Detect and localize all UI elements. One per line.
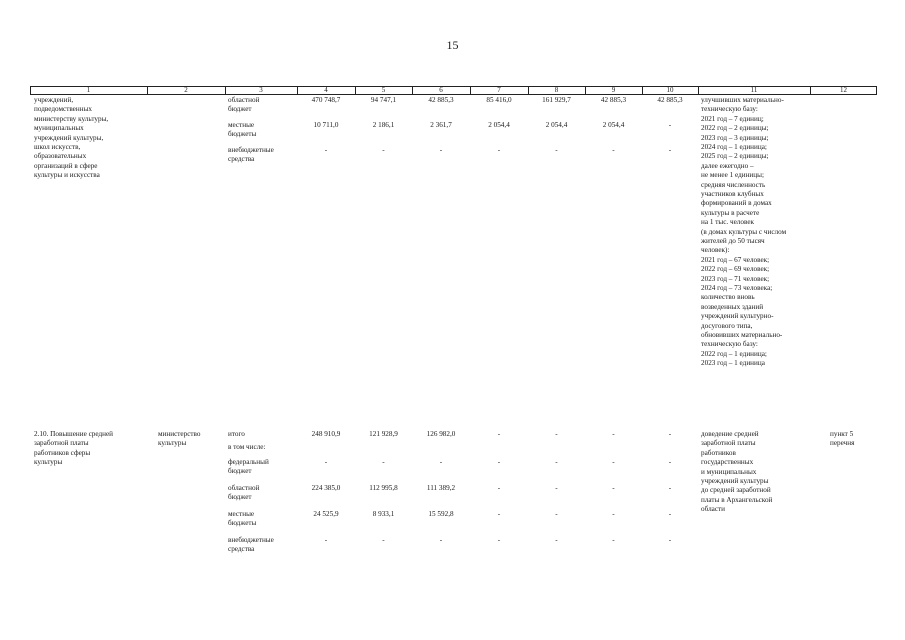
measure-name-line: работников сферы [34, 448, 91, 457]
funding-value: - [555, 146, 558, 154]
result-indicator-line: платы в Архангельской [701, 495, 773, 504]
funding-value: - [497, 510, 501, 518]
funding-value: 224 385,0 [311, 484, 341, 492]
funding-value: - [668, 121, 672, 129]
executor-line: министерство [158, 430, 201, 438]
result-indicator-line: человек): [701, 246, 730, 255]
result-indicator-line: доведение средней [701, 430, 759, 438]
funding-source-label: средства [228, 155, 255, 164]
measure-name-line: заработной платы [34, 439, 89, 448]
measure-name-line: учреждений культуры, [34, 133, 104, 142]
funding-source-label: местные [228, 121, 255, 129]
funding-source-label: бюджет [228, 467, 252, 476]
result-indicator-line: области [701, 505, 726, 514]
funding-value: 24 525,9 [313, 510, 339, 518]
result-indicator-line: обновивших материально- [701, 331, 783, 339]
funding-value: - [324, 458, 328, 466]
funding-value: 2 054,4 [545, 121, 568, 129]
funding-source-label: внебюджетные [228, 146, 274, 154]
funding-value: - [497, 536, 501, 544]
funding-source-label: бюджет [228, 105, 252, 114]
result-indicator-line: и муниципальных [701, 467, 757, 476]
result-indicator-line: учреждений культуры [701, 477, 769, 485]
funding-value: - [439, 536, 443, 544]
result-indicator-line: 2021 год – 7 единиц; [701, 114, 764, 123]
measure-name-line: образовательных [34, 152, 87, 161]
measure-name-line: муниципальных [34, 124, 84, 133]
measure-name-line: подведомственных [34, 105, 92, 114]
result-indicator-line: 2022 год – 69 человек; [701, 265, 770, 274]
funding-value: - [382, 146, 385, 154]
measure-name-line: культуры [34, 458, 63, 467]
funding-value: - [497, 146, 501, 154]
result-indicator-line: (в домах культуры с числом [701, 227, 787, 236]
result-indicator-line: возведенных зданий [701, 302, 764, 311]
header-cell: 10 [666, 86, 674, 94]
funding-value: 10 711,0 [313, 121, 339, 129]
executor-line: культуры [158, 439, 187, 448]
funding-value: - [382, 458, 385, 466]
funding-value: - [324, 536, 328, 544]
funding-value: - [497, 458, 501, 466]
funding-source-label: итого [228, 430, 245, 438]
result-indicator-line: на 1 тыс. человек [701, 218, 754, 227]
page-number: 15 [446, 38, 459, 52]
header-cell: 9 [611, 86, 616, 94]
header-cell: 7 [497, 86, 501, 94]
funding-value: - [382, 536, 385, 544]
funding-source-label: местные [228, 510, 255, 518]
funding-value: - [668, 458, 672, 466]
funding-value: 112 995,8 [369, 484, 398, 492]
funding-value: - [555, 536, 558, 544]
result-indicator-line: 2024 год – 73 человека; [701, 284, 773, 292]
funding-value: 470 748,7 [311, 96, 341, 104]
measure-name-line: 2.10. Повышение средней [34, 430, 114, 438]
funding-value: - [668, 510, 672, 518]
funding-value: - [555, 458, 558, 466]
funding-value: - [668, 146, 672, 154]
header-cell: 11 [750, 86, 758, 94]
funding-value: 121 928,9 [369, 430, 398, 438]
header-cell: 5 [381, 86, 386, 94]
funding-source-label: федеральный [228, 458, 269, 466]
funding-value: - [439, 146, 443, 154]
header-cell: 6 [439, 86, 443, 94]
header-cell: 1 [86, 86, 91, 94]
result-indicator-line: далее ежегодно – [701, 161, 754, 170]
result-indicator-line: учреждений культурно- [701, 312, 774, 321]
funding-source-label: бюджеты [228, 130, 257, 139]
funding-value: 8 933,1 [372, 510, 395, 518]
funding-value: 2 361,7 [430, 121, 452, 129]
funding-value: 85 416,0 [486, 96, 512, 104]
funding-source-label: областной [228, 484, 260, 492]
header-cell: 12 [840, 86, 847, 94]
measure-name-line: министерству культуры, [34, 114, 109, 123]
funding-value: - [612, 536, 615, 544]
funding-value: - [612, 430, 615, 438]
funding-value: - [668, 430, 672, 438]
result-indicator-line: жителей до 50 тысяч [701, 237, 765, 245]
measure-name-line: учреждений, [34, 96, 74, 104]
link-line: перечня [830, 439, 855, 448]
funding-value: 111 389,2 [426, 484, 456, 492]
result-indicator-line: участников клубных [701, 190, 764, 198]
result-indicator-line: досугового типа, [701, 321, 753, 330]
funding-value: - [555, 484, 558, 492]
result-indicator-line: заработной платы [701, 439, 756, 448]
result-indicator-line: 2025 год – 2 единицы; [701, 152, 769, 161]
funding-value: - [612, 510, 615, 518]
funding-value: 248 910,9 [311, 430, 341, 438]
funding-value: - [668, 536, 672, 544]
funding-value: 126 982,0 [426, 430, 456, 438]
funding-source-label: в том числе: [228, 443, 266, 451]
funding-value: - [612, 146, 615, 154]
funding-value: - [497, 484, 501, 492]
result-indicator-line: количество вновь [701, 293, 755, 302]
funding-value: - [497, 430, 501, 438]
funding-value: - [324, 146, 328, 154]
funding-value: 2 054,4 [602, 121, 625, 129]
result-indicator-line: 2023 год – 3 единицы; [701, 133, 769, 142]
funding-source-label: бюджет [228, 493, 252, 502]
funding-source-label: средства [228, 545, 255, 554]
funding-value: - [439, 458, 443, 466]
funding-value: 94 747,1 [370, 96, 397, 104]
header-cell: 2 [184, 86, 188, 94]
result-indicator-line: культуры в расчете [701, 208, 760, 217]
result-indicator-line: государственных [701, 458, 754, 467]
funding-value: 42 885,3 [657, 96, 683, 104]
result-indicator-line: формирований в домах [701, 199, 772, 208]
result-indicator-line: техническую базу: [701, 340, 758, 349]
result-indicator-line: 2023 год – 1 единица [701, 359, 765, 368]
funding-value: 161 929,7 [542, 96, 571, 104]
result-indicator-line: 2023 год – 71 человек; [701, 274, 770, 283]
measure-name-line: школ искусств, [34, 143, 81, 151]
result-indicator-line: улучшивших материально- [701, 96, 784, 104]
header-cell: 8 [554, 86, 559, 94]
funding-value: 2 054,4 [488, 121, 510, 129]
funding-value: 42 885,3 [428, 96, 454, 104]
link-line: пункт 5 [830, 430, 854, 438]
header-cell: 4 [324, 86, 328, 94]
measure-name-line: культуры и искусства [34, 171, 100, 180]
result-indicator-line: средняя численность [701, 180, 766, 189]
funding-source-label: областной [228, 96, 260, 104]
funding-value: 2 186,1 [372, 121, 395, 129]
measure-name-line: организаций в сфере [34, 161, 98, 170]
result-indicator-line: не менее 1 единицы; [701, 171, 764, 180]
funding-value: - [612, 458, 615, 466]
result-indicator-line: до средней заработной [701, 486, 771, 495]
result-indicator-line: техническую базу: [701, 105, 758, 114]
result-indicator-line: 2022 год – 2 единицы; [701, 124, 769, 133]
result-indicator-line: 2021 год – 67 человек; [701, 255, 770, 264]
funding-source-label: бюджеты [228, 519, 257, 528]
funding-value: - [555, 510, 558, 518]
funding-value: - [612, 484, 615, 492]
result-indicator-line: 2024 год – 1 единица; [701, 143, 767, 151]
header-cell: 3 [259, 86, 263, 94]
result-indicator-line: 2022 год – 1 единица; [701, 349, 767, 358]
funding-source-label: внебюджетные [228, 536, 274, 544]
funding-value: - [555, 430, 558, 438]
funding-value: 15 592,8 [428, 510, 454, 518]
result-indicator-line: работников [701, 448, 736, 457]
funding-value: - [668, 484, 672, 492]
funding-value: 42 885,3 [600, 96, 627, 104]
